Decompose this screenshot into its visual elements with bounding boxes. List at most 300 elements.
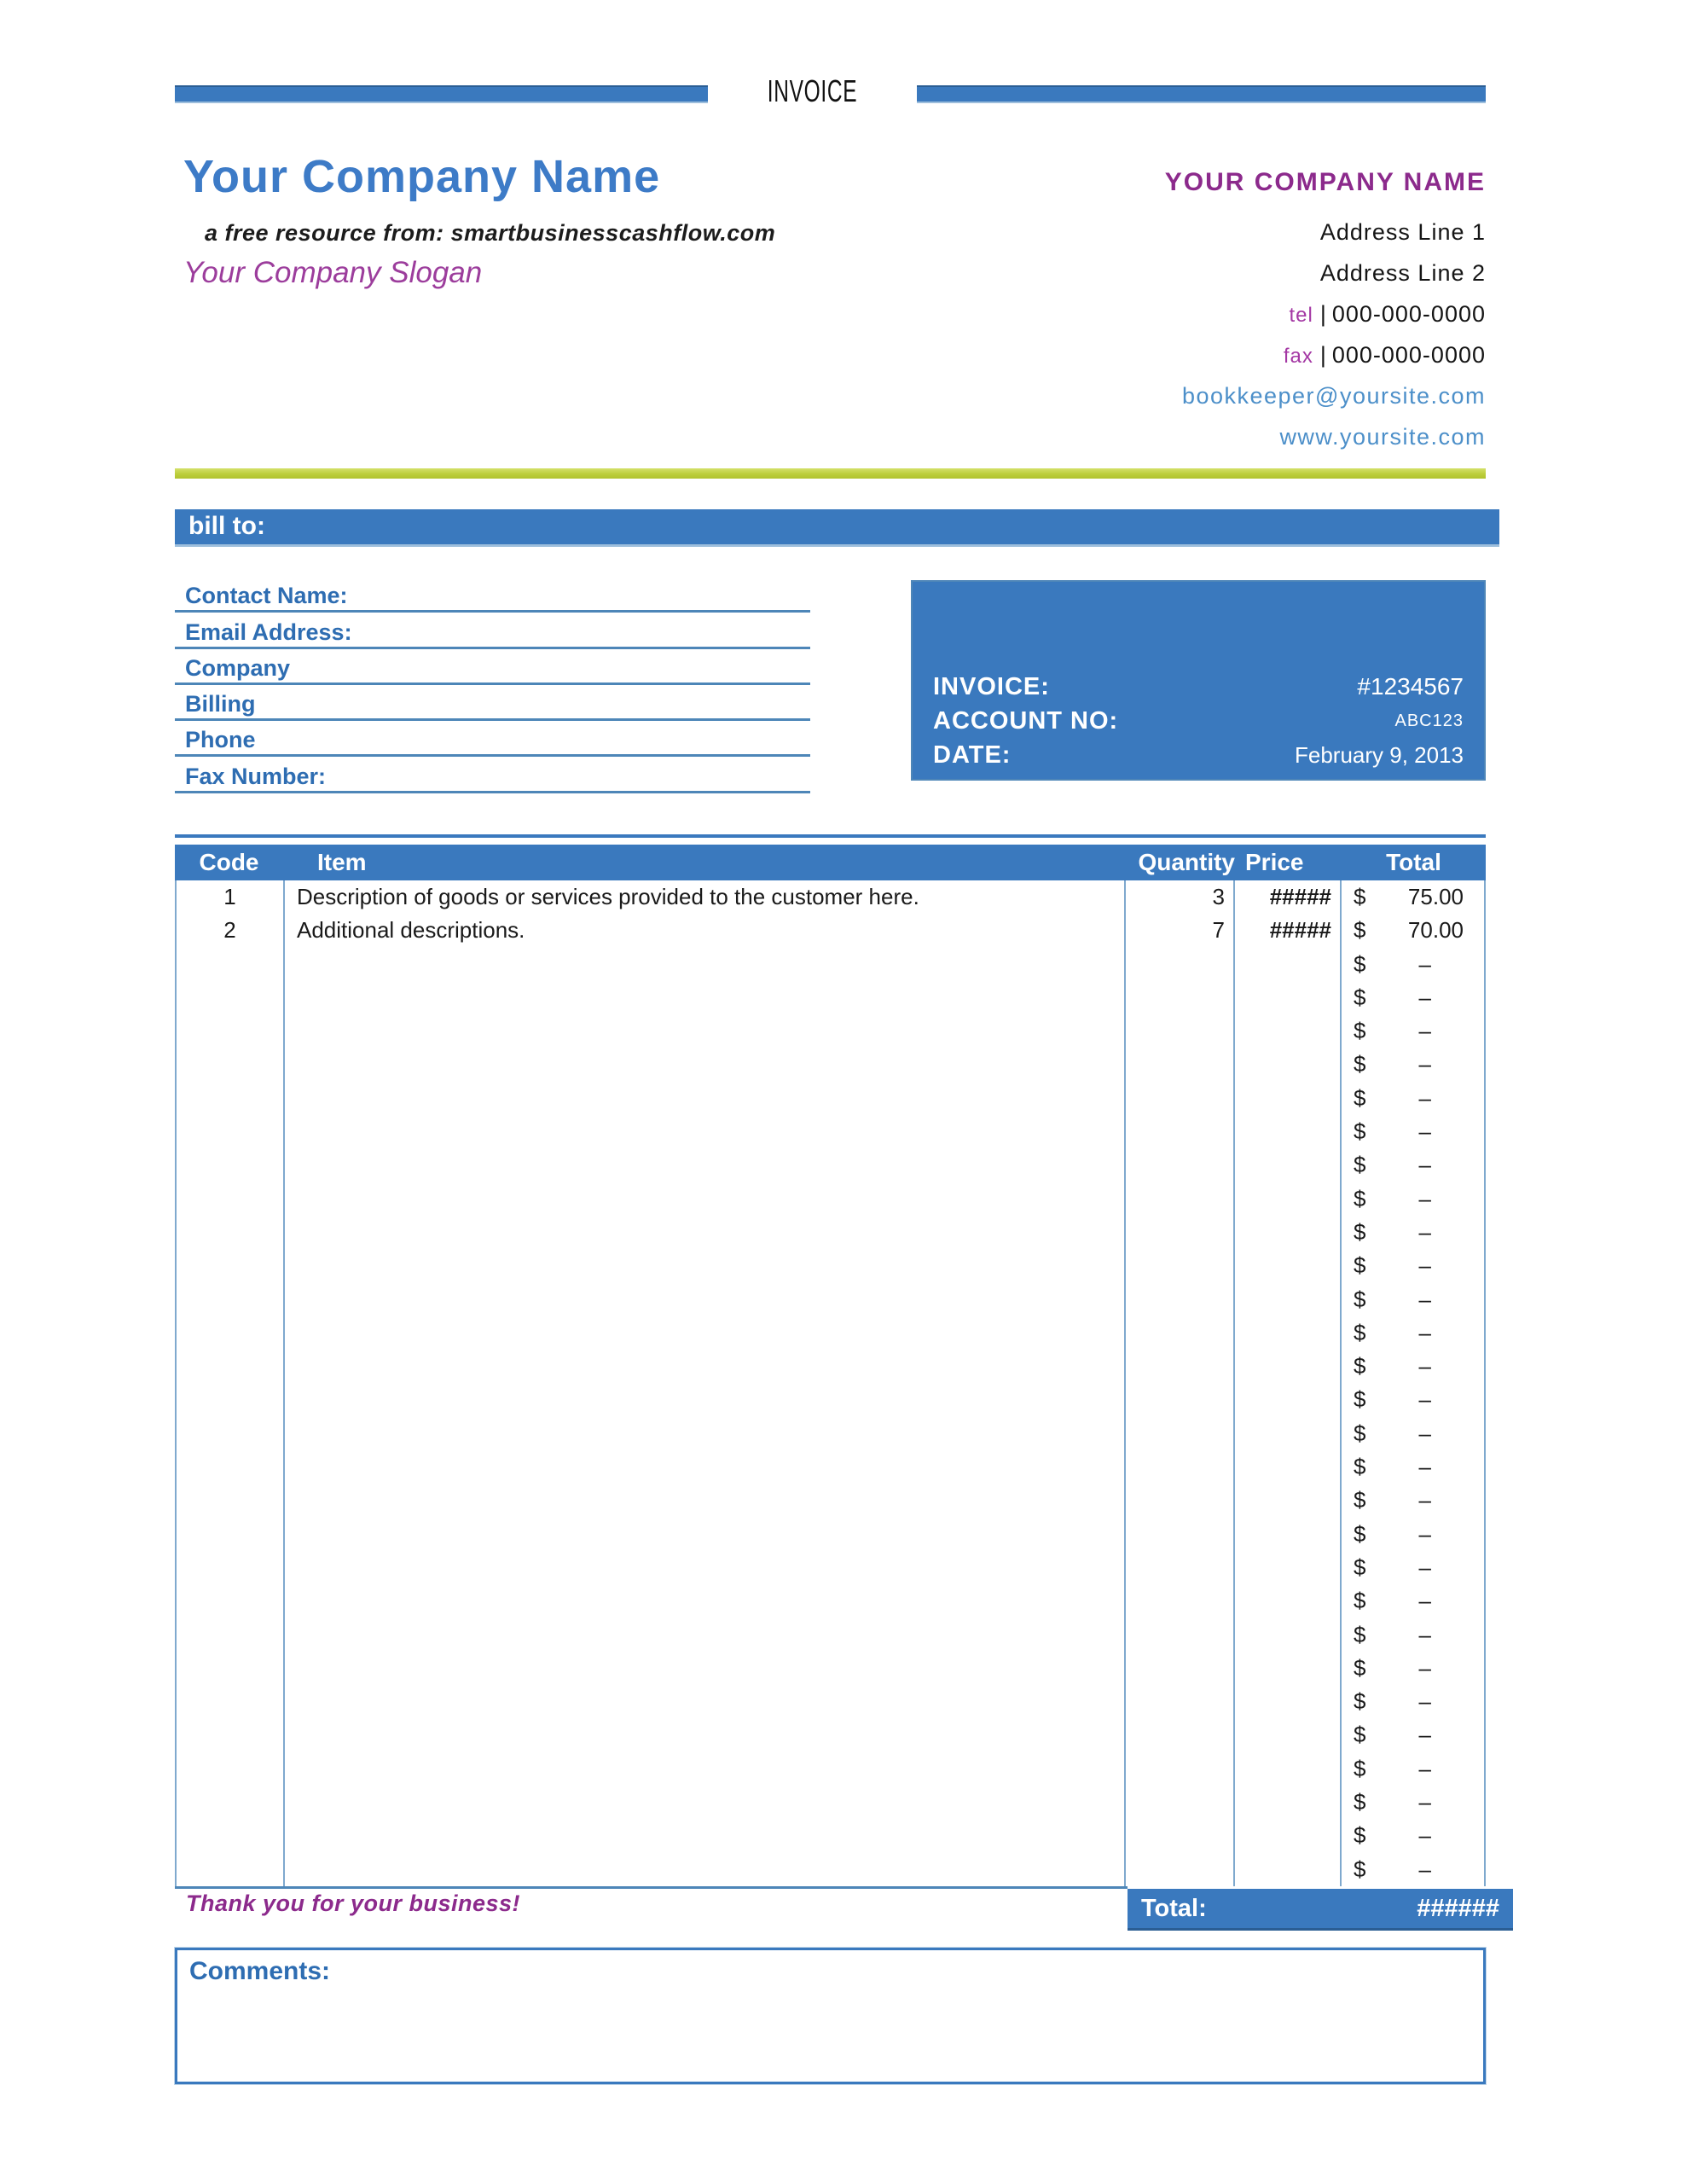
table-row[interactable] — [177, 1652, 1484, 1685]
cell-item[interactable] — [285, 1786, 1126, 1819]
cell-total[interactable] — [1342, 1551, 1484, 1584]
cell-code[interactable] — [177, 1115, 285, 1148]
cell-code[interactable]: 2 — [177, 914, 285, 947]
cell-price[interactable] — [1235, 1584, 1342, 1618]
total-label: Total: — [1141, 1894, 1207, 1922]
table-row[interactable] — [177, 1283, 1484, 1316]
cell-code[interactable] — [177, 1450, 285, 1484]
contact-tel-line — [1165, 293, 1486, 334]
cell-item[interactable] — [285, 1551, 1126, 1584]
cell-price[interactable] — [1235, 1148, 1342, 1182]
cell-total[interactable] — [1342, 1518, 1484, 1551]
currency-symbol: $ — [1354, 1822, 1366, 1849]
total-value: – — [1418, 1152, 1431, 1178]
table-row[interactable] — [177, 1786, 1484, 1819]
total-value: – — [1418, 1789, 1431, 1815]
total-value: – — [1418, 1252, 1431, 1279]
cell-item[interactable]: Additional descriptions. — [285, 914, 1126, 947]
table-row[interactable] — [177, 1685, 1484, 1718]
total-value: 70.00 — [1407, 917, 1464, 944]
total-value: – — [1418, 1688, 1431, 1715]
total-value: – — [1418, 1185, 1431, 1211]
cell-quantity[interactable] — [1126, 1584, 1235, 1618]
cell-total[interactable] — [1342, 1182, 1484, 1216]
table-row[interactable] — [177, 1249, 1484, 1282]
cell-price[interactable] — [1235, 1417, 1342, 1450]
cell-price[interactable] — [1235, 1718, 1342, 1751]
invoice-info-box — [911, 580, 1486, 781]
cell-item[interactable]: Description of goods or services provided to the customer here. — [285, 880, 1126, 914]
total-value: – — [1418, 1621, 1431, 1647]
fax-number: 000-000-0000 — [1331, 342, 1486, 368]
cell-item[interactable] — [285, 1182, 1126, 1216]
cell-quantity[interactable] — [1126, 1216, 1235, 1249]
currency-symbol: $ — [1354, 1152, 1366, 1178]
cell-item[interactable] — [285, 1383, 1126, 1416]
cell-quantity[interactable] — [1126, 1718, 1235, 1751]
cell-price[interactable] — [1235, 1685, 1342, 1718]
currency-symbol: $ — [1354, 884, 1366, 909]
cell-price[interactable] — [1235, 1249, 1342, 1282]
column-header-code: Code — [199, 849, 259, 875]
cell-code[interactable]: 1 — [177, 880, 285, 914]
total-value: – — [1418, 1084, 1431, 1111]
cell-price[interactable] — [1235, 1551, 1342, 1584]
cell-quantity[interactable] — [1126, 1014, 1235, 1048]
table-row[interactable] — [177, 1551, 1484, 1584]
total-value: – — [1418, 950, 1431, 977]
table-row[interactable] — [177, 1082, 1484, 1115]
cell-quantity[interactable] — [1126, 1450, 1235, 1484]
table-row[interactable] — [177, 1819, 1484, 1852]
table-row[interactable] — [177, 1853, 1484, 1886]
table-row[interactable] — [177, 1148, 1484, 1182]
cell-price[interactable] — [1235, 1819, 1342, 1852]
cell-price[interactable] — [1235, 948, 1342, 981]
table-row[interactable] — [177, 1484, 1484, 1517]
cell-code[interactable] — [177, 1216, 285, 1249]
table-row[interactable] — [177, 914, 1484, 947]
cell-code[interactable] — [177, 1283, 285, 1316]
cell-quantity[interactable] — [1126, 1652, 1235, 1685]
table-row[interactable] — [177, 1048, 1484, 1081]
cell-item[interactable] — [285, 1417, 1126, 1450]
cell-item[interactable] — [285, 1216, 1126, 1249]
total-value: – — [1418, 1018, 1431, 1044]
currency-symbol: $ — [1354, 1755, 1366, 1781]
cell-price[interactable] — [1235, 1182, 1342, 1216]
cell-total[interactable] — [1342, 1383, 1484, 1416]
cell-item[interactable] — [285, 1718, 1126, 1751]
cell-quantity[interactable] — [1126, 948, 1235, 981]
cell-item[interactable] — [285, 1283, 1126, 1316]
fax-label: fax — [1283, 345, 1313, 368]
table-header-row — [175, 845, 1486, 880]
cell-quantity[interactable] — [1126, 1249, 1235, 1282]
cell-code[interactable] — [177, 1316, 285, 1350]
cell-quantity[interactable] — [1126, 1048, 1235, 1081]
currency-symbol: $ — [1354, 950, 1366, 977]
cell-code[interactable] — [177, 1148, 285, 1182]
cell-total[interactable] — [1342, 981, 1484, 1014]
currency-symbol: $ — [1354, 1688, 1366, 1715]
invoice-number-value[interactable]: #1234567 — [1357, 673, 1464, 700]
field-billing[interactable] — [175, 685, 810, 721]
cell-price[interactable] — [1235, 1518, 1342, 1551]
cell-quantity[interactable] — [1126, 1819, 1235, 1852]
cell-code[interactable] — [177, 1584, 285, 1618]
cell-price[interactable] — [1235, 1652, 1342, 1685]
contact-website-link[interactable]: www.yoursite.com — [1279, 424, 1486, 450]
cell-code[interactable] — [177, 1417, 285, 1450]
cell-price[interactable] — [1235, 1786, 1342, 1819]
tel-label: tel — [1289, 304, 1313, 327]
cell-total[interactable] — [1342, 1316, 1484, 1350]
currency-symbol: $ — [1354, 1789, 1366, 1815]
cell-price[interactable] — [1235, 1618, 1342, 1652]
cell-code[interactable] — [177, 1383, 285, 1416]
field-fax-number[interactable] — [175, 757, 810, 793]
cell-price[interactable] — [1235, 1115, 1342, 1148]
cell-total[interactable] — [1342, 948, 1484, 981]
table-row[interactable] — [177, 1216, 1484, 1249]
cell-quantity[interactable] — [1126, 1786, 1235, 1819]
table-row[interactable] — [177, 1718, 1484, 1751]
cell-item[interactable] — [285, 1115, 1126, 1148]
cell-price[interactable] — [1235, 1450, 1342, 1484]
invoice-date-value[interactable]: February 9, 2013 — [1294, 741, 1464, 768]
currency-symbol: $ — [1354, 1353, 1366, 1380]
cell-total[interactable] — [1342, 1082, 1484, 1115]
column-header-item: Item — [317, 849, 367, 875]
cell-code[interactable] — [177, 1249, 285, 1282]
comments-label: Comments: — [189, 1957, 331, 1985]
cell-total[interactable] — [1342, 1115, 1484, 1148]
cell-quantity[interactable] — [1126, 1518, 1235, 1551]
page-title: INVOICE — [767, 73, 858, 108]
total-value: – — [1418, 1856, 1431, 1882]
cell-total[interactable] — [1342, 1652, 1484, 1685]
cell-item[interactable] — [285, 948, 1126, 981]
table-row[interactable] — [177, 1350, 1484, 1383]
total-value: – — [1418, 1353, 1431, 1380]
thank-you-note: Thank you for your business! — [186, 1891, 521, 1916]
cell-total[interactable] — [1342, 1853, 1484, 1886]
currency-symbol: $ — [1354, 1286, 1366, 1312]
table-row[interactable] — [177, 1518, 1484, 1551]
cell-price[interactable] — [1235, 1283, 1342, 1316]
total-value: – — [1418, 1755, 1431, 1781]
cell-total[interactable] — [1342, 1819, 1484, 1852]
cell-quantity[interactable] — [1126, 1383, 1235, 1416]
contact-email-link[interactable]: bookkeeper@yoursite.com — [1181, 383, 1486, 409]
cell-item[interactable] — [285, 1484, 1126, 1517]
cell-quantity[interactable] — [1126, 1752, 1235, 1786]
cell-price[interactable] — [1235, 1316, 1342, 1350]
cell-price[interactable] — [1235, 1216, 1342, 1249]
table-row[interactable] — [177, 1450, 1484, 1484]
currency-symbol: $ — [1354, 1487, 1366, 1513]
cell-total[interactable] — [1342, 914, 1484, 947]
cell-item[interactable] — [285, 1819, 1126, 1852]
cell-item[interactable] — [285, 1518, 1126, 1551]
total-value: – — [1418, 1286, 1431, 1312]
cell-total[interactable] — [1342, 1148, 1484, 1182]
cell-item[interactable] — [285, 981, 1126, 1014]
cell-total[interactable] — [1342, 1216, 1484, 1249]
cell-quantity[interactable] — [1126, 1685, 1235, 1718]
table-top-border — [175, 834, 1486, 838]
total-value: – — [1418, 1051, 1431, 1077]
cell-total[interactable] — [1342, 1752, 1484, 1786]
cell-code[interactable] — [177, 1853, 285, 1886]
field-label: Company — [185, 654, 291, 681]
currency-symbol: $ — [1354, 1654, 1366, 1681]
column-header-price: Price — [1245, 849, 1304, 875]
cell-total[interactable] — [1342, 1584, 1484, 1618]
cell-total[interactable] — [1342, 1417, 1484, 1450]
cell-code[interactable] — [177, 1752, 285, 1786]
currency-symbol: $ — [1354, 1588, 1366, 1614]
cell-price[interactable] — [1235, 981, 1342, 1014]
account-number-label: ACCOUNT NO: — [933, 706, 1119, 735]
total-value: – — [1418, 1822, 1431, 1849]
contact-address-line-2: Address Line 2 — [1319, 260, 1486, 286]
company-slogan: Your Company Slogan — [183, 256, 483, 289]
cell-total[interactable] — [1342, 1249, 1484, 1282]
table-row[interactable] — [177, 1014, 1484, 1048]
cell-quantity[interactable] — [1126, 1283, 1235, 1316]
contact-company-name: YOUR COMPANY NAME — [1164, 168, 1486, 196]
total-value: – — [1418, 1654, 1431, 1681]
table-row[interactable] — [177, 1182, 1484, 1216]
field-label: Fax Number: — [185, 763, 327, 789]
currency-symbol: $ — [1354, 1554, 1366, 1580]
contact-fax-line — [1165, 334, 1486, 375]
cell-total[interactable] — [1342, 1350, 1484, 1383]
currency-symbol: $ — [1354, 1185, 1366, 1211]
comments-box[interactable] — [175, 1948, 1486, 2084]
cell-total[interactable] — [1342, 1685, 1484, 1718]
cell-item[interactable] — [285, 1652, 1126, 1685]
cell-total[interactable] — [1342, 1786, 1484, 1819]
cell-quantity[interactable]: 7 — [1126, 914, 1235, 947]
company-tagline: a free resource from: smartbusinesscashflow.com — [205, 220, 776, 246]
total-value: – — [1418, 1554, 1431, 1580]
cell-code[interactable] — [177, 981, 285, 1014]
cell-code[interactable] — [177, 1819, 285, 1852]
cell-total[interactable] — [1342, 1048, 1484, 1081]
cell-total[interactable] — [1342, 1484, 1484, 1517]
cell-item[interactable] — [285, 1082, 1126, 1115]
column-header-total: Total — [1386, 849, 1441, 875]
table-row[interactable] — [177, 1316, 1484, 1350]
currency-symbol: $ — [1354, 1319, 1366, 1345]
cell-price[interactable] — [1235, 1383, 1342, 1416]
cell-code[interactable] — [177, 1350, 285, 1383]
grand-total-value: ###### — [1417, 1894, 1499, 1922]
company-contact-block — [1165, 164, 1486, 457]
table-bottom-border — [175, 1886, 1128, 1889]
total-value: – — [1418, 1218, 1431, 1245]
total-value: – — [1418, 1454, 1431, 1480]
total-value: – — [1418, 1118, 1431, 1145]
total-value: – — [1418, 1420, 1431, 1446]
field-label: Email Address: — [185, 619, 352, 645]
cell-total[interactable] — [1342, 1450, 1484, 1484]
invoice-date-row — [933, 738, 1464, 772]
account-number-value[interactable]: ABC123 — [1394, 711, 1464, 730]
cell-code[interactable] — [177, 1786, 285, 1819]
cell-item[interactable] — [285, 1014, 1126, 1048]
invoice-number-row — [933, 670, 1464, 704]
cell-item[interactable] — [285, 1450, 1126, 1484]
table-body — [175, 880, 1486, 1886]
cell-code[interactable] — [177, 1082, 285, 1115]
invoice-date-label: DATE: — [933, 741, 1012, 769]
cell-code[interactable] — [177, 1182, 285, 1216]
contact-address-line-1: Address Line 1 — [1319, 219, 1486, 245]
cell-total[interactable] — [1342, 1618, 1484, 1652]
cell-item[interactable] — [285, 1752, 1126, 1786]
cell-total[interactable] — [1342, 1283, 1484, 1316]
cell-item[interactable] — [285, 1148, 1126, 1182]
invoice-number-label: INVOICE: — [933, 672, 1050, 700]
cell-quantity[interactable] — [1126, 1148, 1235, 1182]
cell-price[interactable]: ##### — [1235, 880, 1342, 914]
table-row[interactable] — [177, 981, 1484, 1014]
company-name: Your Company Name — [183, 151, 661, 202]
cell-price[interactable] — [1235, 1853, 1342, 1886]
table-row[interactable] — [177, 1752, 1484, 1786]
table-row[interactable] — [177, 1584, 1484, 1618]
currency-symbol: $ — [1354, 984, 1366, 1010]
cell-quantity[interactable] — [1126, 981, 1235, 1014]
cell-total[interactable] — [1342, 1014, 1484, 1048]
field-phone[interactable] — [175, 721, 810, 757]
table-row[interactable] — [177, 880, 1484, 914]
cell-item[interactable] — [285, 1350, 1126, 1383]
total-value: – — [1418, 1722, 1431, 1748]
bill-to-bar — [175, 509, 1499, 547]
cell-item[interactable] — [285, 1048, 1126, 1081]
cell-quantity[interactable] — [1126, 1417, 1235, 1450]
currency-symbol: $ — [1354, 1386, 1366, 1413]
table-row[interactable] — [177, 948, 1484, 981]
cell-code[interactable] — [177, 1718, 285, 1751]
cell-item[interactable] — [285, 1316, 1126, 1350]
fax-separator: | — [1319, 342, 1327, 368]
cell-code[interactable] — [177, 1618, 285, 1652]
currency-symbol: $ — [1354, 1722, 1366, 1748]
cell-code[interactable] — [177, 1014, 285, 1048]
currency-symbol: $ — [1354, 1018, 1366, 1044]
cell-quantity[interactable] — [1126, 1182, 1235, 1216]
field-company[interactable] — [175, 649, 810, 685]
cell-price[interactable] — [1235, 1484, 1342, 1517]
field-label: Phone — [185, 727, 256, 753]
currency-symbol: $ — [1354, 1118, 1366, 1145]
cell-price[interactable] — [1235, 1014, 1342, 1048]
cell-price[interactable] — [1235, 1082, 1342, 1115]
cell-code[interactable] — [177, 948, 285, 981]
total-value: – — [1418, 1487, 1431, 1513]
cell-price[interactable]: ##### — [1235, 914, 1342, 947]
cell-price[interactable] — [1235, 1752, 1342, 1786]
currency-symbol: $ — [1354, 1084, 1366, 1111]
cell-quantity[interactable] — [1126, 1551, 1235, 1584]
items-table — [175, 845, 1486, 1886]
cell-item[interactable] — [285, 1618, 1126, 1652]
currency-symbol: $ — [1354, 1520, 1366, 1547]
cell-quantity[interactable] — [1126, 1115, 1235, 1148]
currency-symbol: $ — [1354, 917, 1366, 944]
cell-quantity[interactable] — [1126, 1316, 1235, 1350]
cell-quantity[interactable] — [1126, 1350, 1235, 1383]
tel-number: 000-000-0000 — [1331, 301, 1486, 327]
cell-price[interactable] — [1235, 1048, 1342, 1081]
divider-line — [175, 468, 1486, 479]
cell-quantity[interactable] — [1126, 1484, 1235, 1517]
cell-total[interactable] — [1342, 1718, 1484, 1751]
bill-to-label: bill to: — [188, 512, 265, 540]
currency-symbol: $ — [1354, 1454, 1366, 1480]
cell-item[interactable] — [285, 1584, 1126, 1618]
total-value: 75.00 — [1407, 884, 1464, 909]
total-value: – — [1418, 984, 1431, 1010]
field-label: Contact Name: — [185, 583, 348, 609]
field-contact-name[interactable] — [175, 577, 810, 613]
currency-symbol: $ — [1354, 1856, 1366, 1882]
cell-code[interactable] — [177, 1685, 285, 1718]
cell-quantity[interactable] — [1126, 1082, 1235, 1115]
cell-total[interactable] — [1342, 880, 1484, 914]
cell-code[interactable] — [177, 1551, 285, 1584]
currency-symbol: $ — [1354, 1051, 1366, 1077]
total-value: – — [1418, 1588, 1431, 1614]
header-bar-right — [917, 85, 1486, 103]
cell-price[interactable] — [1235, 1350, 1342, 1383]
table-row[interactable] — [177, 1417, 1484, 1450]
currency-symbol: $ — [1354, 1420, 1366, 1446]
cell-code[interactable] — [177, 1048, 285, 1081]
table-row[interactable] — [177, 1618, 1484, 1652]
total-value: – — [1418, 1386, 1431, 1413]
cell-item[interactable] — [285, 1249, 1126, 1282]
cell-quantity[interactable]: 3 — [1126, 880, 1235, 914]
total-value: – — [1418, 1520, 1431, 1547]
table-row[interactable] — [177, 1383, 1484, 1416]
total-value: – — [1418, 1319, 1431, 1345]
header-bar-left — [175, 85, 708, 103]
currency-symbol: $ — [1354, 1218, 1366, 1245]
cell-code[interactable] — [177, 1518, 285, 1551]
bill-to-fields — [175, 577, 810, 793]
field-label: Billing — [185, 691, 256, 717]
cell-item[interactable] — [285, 1685, 1126, 1718]
account-number-row — [933, 704, 1464, 738]
column-header-quantity: Quantity — [1138, 849, 1235, 875]
currency-symbol: $ — [1354, 1621, 1366, 1647]
cell-item[interactable] — [285, 1853, 1126, 1886]
cell-code[interactable] — [177, 1484, 285, 1517]
cell-code[interactable] — [177, 1652, 285, 1685]
cell-quantity[interactable] — [1126, 1853, 1235, 1886]
table-row[interactable] — [177, 1115, 1484, 1148]
field-email-address[interactable] — [175, 613, 810, 648]
tel-separator: | — [1319, 301, 1327, 327]
cell-quantity[interactable] — [1126, 1618, 1235, 1652]
